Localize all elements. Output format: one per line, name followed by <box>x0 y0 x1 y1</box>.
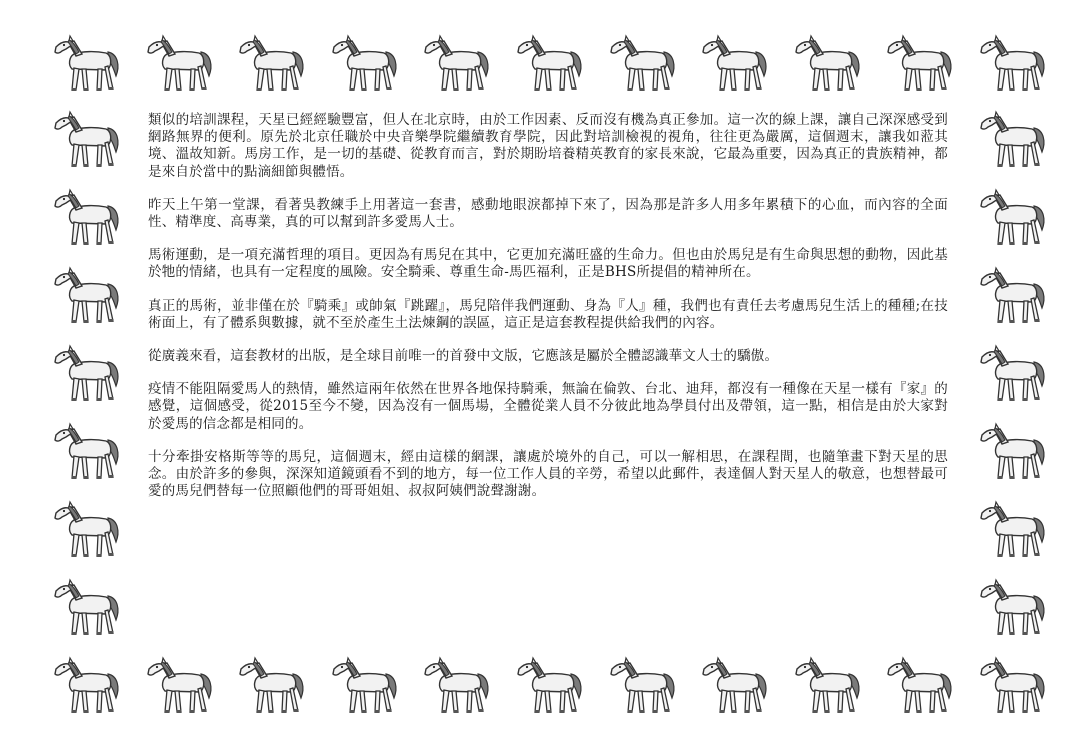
horse-icon <box>145 654 217 718</box>
horse-icon <box>52 576 124 640</box>
paragraph-4: 真正的馬術，並非僅在於『騎乘』或帥氣『跳躍』，馬兒陪伴我們運動、身為『人』種，我們也有責任去考慮馬兒生活上的種種;在技術面上，有了體系與數據，就不至於產生土法煉鋼的誤區，這正是這套教程提供給我們的內容。 <box>148 297 948 331</box>
horse-icon <box>700 654 772 718</box>
horse-icon <box>978 108 1050 172</box>
horse-icon <box>52 108 124 172</box>
horse-icon <box>978 32 1050 96</box>
horse-icon <box>237 654 309 718</box>
horse-icon <box>978 654 1050 718</box>
horse-icon <box>978 342 1050 406</box>
paragraph-3: 馬術運動，是一項充滿哲理的項目。更因為有馬兒在其中，它更加充滿旺盛的生命力。但也由於馬兒是有生命與思想的動物，因此基於牠的情緒，也具有一定程度的風險。安全騎乘、尊重生命-馬匹福利，正是BHS所提倡的精神所在。 <box>148 247 948 281</box>
horse-icon <box>422 654 494 718</box>
horse-icon <box>885 654 957 718</box>
paragraph-7: 十分牽掛安格斯等等的馬兒，這個週末，經由這樣的網課，讓處於境外的自己，可以一解相思，在課程間，也隨筆畫下對天星的思念。由於許多的參與，深深知道鏡頭看不到的地方，每一位工作人員的辛勞，希望以此郵件，表達個人對天星人的敬意，也想替最可愛的馬兒們替每一位照顧他們的哥哥姐姐、叔叔阿姨們說聲謝謝。 <box>148 448 948 500</box>
horse-icon <box>978 186 1050 250</box>
paragraph-6: 疫情不能阻隔愛馬人的熱情，雖然這兩年依然在世界各地保持騎乘，無論在倫敦、台北、迪拜，都沒有一種像在天星一樣有『家』的感覺，這個感受，從2015至今不變，因為沒有一個馬場，全體從業人員不分彼此地為學員付出及帶領，這一點，相信是由於大家對於愛馬的信念都是相同的。 <box>148 381 948 432</box>
horse-icon <box>608 32 680 96</box>
horse-icon <box>700 32 772 96</box>
horse-icon <box>52 32 124 96</box>
horse-icon <box>52 264 124 328</box>
horse-icon <box>885 32 957 96</box>
horse-icon <box>422 32 494 96</box>
horse-icon <box>793 654 865 718</box>
horse-icon <box>978 420 1050 484</box>
horse-icon <box>237 32 309 96</box>
horse-icon <box>145 32 217 96</box>
horse-icon <box>52 186 124 250</box>
horse-icon <box>515 654 587 718</box>
horse-icon <box>330 32 402 96</box>
paragraph-1: 類似的培訓課程，天星已經經驗豐富，但人在北京時，由於工作因素、反而沒有機為真正參加。這一次的線上課，讓自己深深感受到網路無界的便利。原先於北京任職於中央音樂學院繼續教育學院，因此對培訓檢視的視角，往往更為嚴厲，這個週末，讓我如蒞其境、溫故知新。馬房工作，是一切的基礎、從教育而言，對於期盼培養精英教育的家長來說，它最為重要，因為真正的貴族精神，都是來自於當中的點滴細節與體悟。 <box>148 112 948 180</box>
horse-icon <box>978 264 1050 328</box>
letter-body <box>148 112 948 500</box>
horse-icon <box>978 576 1050 640</box>
horse-icon <box>978 498 1050 562</box>
horse-icon <box>52 342 124 406</box>
horse-icon <box>52 498 124 562</box>
horse-icon <box>330 654 402 718</box>
paragraph-2: 昨天上午第一堂課，看著吳教練手上用著這一套書，感動地眼淚都掉下來了，因為那是許多人用多年累積下的心血，而內容的全面性、精準度、高專業，真的可以幫到許多愛馬人士。 <box>148 196 948 231</box>
horse-icon <box>793 32 865 96</box>
horse-icon <box>515 32 587 96</box>
horse-icon <box>52 420 124 484</box>
horse-icon <box>52 654 124 718</box>
horse-icon <box>608 654 680 718</box>
paragraph-5: 從廣義來看，這套教材的出版，是全球目前唯一的首發中文版，它應該是屬於全體認識華文人士的驕傲。 <box>148 348 779 365</box>
